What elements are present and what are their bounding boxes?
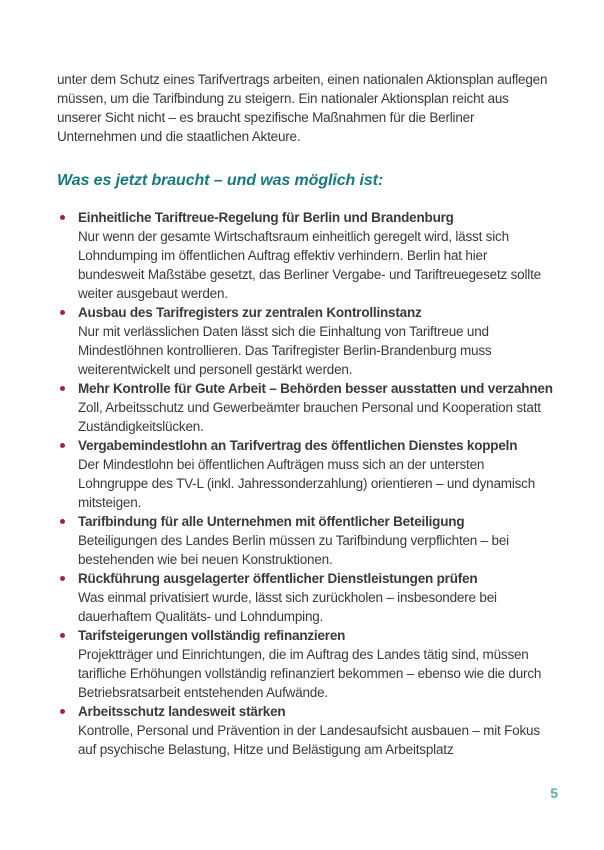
bullet-dot-icon bbox=[60, 386, 65, 391]
list-item-title: Ausbau des Tarifregisters zur zentralen Kontrollinstanz bbox=[78, 305, 422, 320]
list-item bbox=[57, 303, 554, 379]
bullet-dot-icon bbox=[60, 443, 65, 448]
list-item-text bbox=[78, 512, 554, 569]
section-heading: Was es jetzt braucht – und was möglich ist: bbox=[57, 172, 384, 189]
list-item-body: Projektträger und Einrichtungen, die im Auftrag des Landes tätig sind, müssen tarifliche Erhöhungen vollständig refinanziert bekommen – ebenso wie die durch Betriebsratsarbeit entstehenden Aufwände. bbox=[78, 647, 542, 700]
bullet-dot-icon bbox=[60, 215, 65, 220]
page-content bbox=[57, 70, 554, 759]
list-item bbox=[57, 379, 554, 436]
list-item-text bbox=[78, 436, 554, 512]
bullet-dot-icon bbox=[60, 709, 65, 714]
list-item-body: Nur mit verlässlichen Daten lässt sich die Einhaltung von Tariftreue und Mindestlöhnen kontrollieren. Das Tarifregister Berlin-Brandenburg muss weiterentwickelt und personell gestärkt werden. bbox=[78, 324, 492, 377]
list-item bbox=[57, 702, 554, 759]
list-item bbox=[57, 569, 554, 626]
list-item-text bbox=[78, 569, 554, 626]
list-item-body: Was einmal privatisiert wurde, lässt sich zurückholen – insbesondere bei dauerhaftem Qualitäts- und Lohndumping. bbox=[78, 590, 497, 624]
list-item-title: Tarifbindung für alle Unternehmen mit öffentlicher Beteiligung bbox=[78, 514, 465, 529]
list-item-title: Mehr Kontrolle für Gute Arbeit – Behörden besser ausstatten und verzahnen bbox=[78, 381, 553, 396]
bullet-dot-icon bbox=[60, 576, 65, 581]
list-item-text bbox=[78, 379, 554, 436]
bullet-dot-icon bbox=[60, 519, 65, 524]
list-item-text bbox=[78, 303, 554, 379]
list-item-title: Einheitliche Tariftreue-Regelung für Berlin und Brandenburg bbox=[78, 210, 454, 225]
list-item-body: Zoll, Arbeitsschutz und Gewerbeämter brauchen Personal und Kooperation statt Zuständigkeitslücken. bbox=[78, 400, 541, 434]
list-item-title: Vergabemindestlohn an Tarifvertrag des öffentlichen Dienstes koppeln bbox=[78, 438, 518, 453]
list-item bbox=[57, 436, 554, 512]
bullet-list bbox=[57, 208, 554, 759]
list-item-text bbox=[78, 208, 554, 303]
list-item-title: Rückführung ausgelagerter öffentlicher Dienstleistungen prüfen bbox=[78, 571, 478, 586]
page-number: 5 bbox=[550, 785, 558, 801]
list-item-title: Tarifsteigerungen vollständig refinanzieren bbox=[78, 628, 346, 643]
list-item bbox=[57, 208, 554, 303]
list-item-text bbox=[78, 626, 554, 702]
list-item-body: Der Mindestlohn bei öffentlichen Aufträgen muss sich an der untersten Lohngruppe des TV-L (inkl. Jahressonderzahlung) orientieren – und dynamisch mitsteigen. bbox=[78, 457, 536, 510]
intro-paragraph: unter dem Schutz eines Tarifvertrags arbeiten, einen nationalen Aktionsplan auflegen müssen, um die Tarifbindung zu steigern. Ein nationaler Aktionsplan reicht aus unserer Sicht nicht – es braucht spezifische Maßnahmen für die Berliner Unternehmen und die staatlichen Akteure. bbox=[57, 72, 548, 144]
list-item bbox=[57, 512, 554, 569]
bullet-dot-icon bbox=[60, 633, 65, 638]
list-item-title: Arbeitsschutz landesweit stärken bbox=[78, 704, 286, 719]
list-item-body: Nur wenn der gesamte Wirtschaftsraum einheitlich geregelt wird, lässt sich Lohndumping im öffentlichen Auftrag effektiv verhindern. Berlin hat hier bundesweit Maßstäbe gesetzt, das Berliner Vergabe- und Tariftreuegesetz sollte weiter ausgebaut werden. bbox=[78, 229, 541, 301]
list-item-body: Kontrolle, Personal und Prävention in der Landesaufsicht ausbauen – mit Fokus auf psychische Belastung, Hitze und Belästigung am Arbeitsplatz bbox=[78, 723, 540, 757]
list-item bbox=[57, 626, 554, 702]
list-item-text bbox=[78, 702, 554, 759]
list-item-body: Beteiligungen des Landes Berlin müssen zu Tarifbindung verpflichten – bei bestehenden wie bei neuen Konstruktionen. bbox=[78, 533, 509, 567]
bullet-dot-icon bbox=[60, 310, 65, 315]
